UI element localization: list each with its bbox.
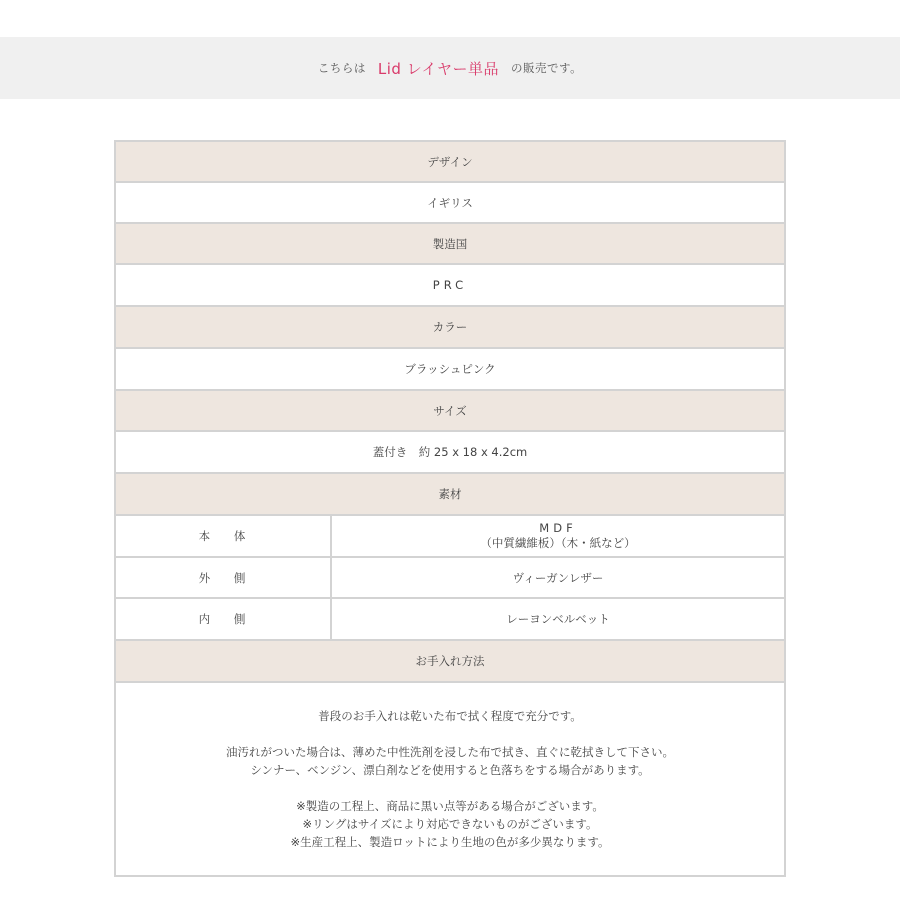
care-line-1: 普段のお手入れは乾いた布で拭く程度で充分です。 <box>318 709 582 723</box>
design-value: イギリス <box>427 195 473 210</box>
material-row-body <box>116 516 784 558</box>
material-row-outer <box>116 558 784 599</box>
color-value: ブラッシュピンク <box>404 362 496 376</box>
design-header <box>116 142 784 183</box>
material-value-outer-line1: ヴィーガンレザー <box>512 570 604 585</box>
material-value-body-line2: （中質繊維板）（木・紙など） <box>480 536 636 550</box>
spec-table <box>114 140 786 877</box>
size-label: サイズ <box>433 403 467 418</box>
material-label: 素材 <box>438 487 462 501</box>
design-row <box>116 183 784 224</box>
notice-prefix: こちらは <box>317 61 366 75</box>
material-part-outer: 外 側 <box>116 558 332 597</box>
care-note-2: ※リングはサイズにより対応できないものがございます。 <box>302 817 598 831</box>
material-value-inner-line1: レーヨンベルベット <box>506 612 610 626</box>
material-value-body <box>332 516 784 556</box>
color-label: カラー <box>432 320 468 334</box>
care-note-3: ※生産工程上、製造ロットにより生地の色が多少異なります。 <box>290 835 610 849</box>
material-part-inner: 内 側 <box>116 599 332 639</box>
material-part-body: 本 体 <box>116 516 332 556</box>
notice-suffix: の販売です。 <box>510 61 583 75</box>
color-header <box>116 307 784 349</box>
origin-label: 製造国 <box>432 236 468 251</box>
size-header <box>116 391 784 432</box>
material-header <box>116 474 784 516</box>
care-line-2: 油汚れがついた場合は、薄めた中性洗剤を浸した布で拭き、直ぐに乾拭きして下さい。 <box>225 745 675 759</box>
origin-value: PRC <box>432 278 468 292</box>
size-value: 蓋付き 約 25 x 18 x 4.2cm <box>372 445 528 459</box>
material-value-body-line1: MDF <box>539 521 577 535</box>
color-row <box>116 349 784 391</box>
material-row-inner <box>116 599 784 641</box>
material-value-inner <box>332 599 784 639</box>
design-label: デザイン <box>427 154 473 169</box>
care-line-3: シンナー、ベンジン、漂白剤などを使用すると色落ちをする場合があります。 <box>250 763 650 777</box>
care-label: お手入れ方法 <box>415 654 485 668</box>
origin-header <box>116 224 784 265</box>
care-header <box>116 641 784 683</box>
care-note-1: ※製造の工程上、商品に黒い点等がある場合がございます。 <box>296 799 604 813</box>
material-value-outer <box>332 558 784 597</box>
care-instructions <box>116 683 784 875</box>
notice-banner <box>0 37 900 99</box>
size-row <box>116 432 784 474</box>
origin-row <box>116 265 784 307</box>
notice-product-name: Lid レイヤー単品 <box>377 59 499 78</box>
